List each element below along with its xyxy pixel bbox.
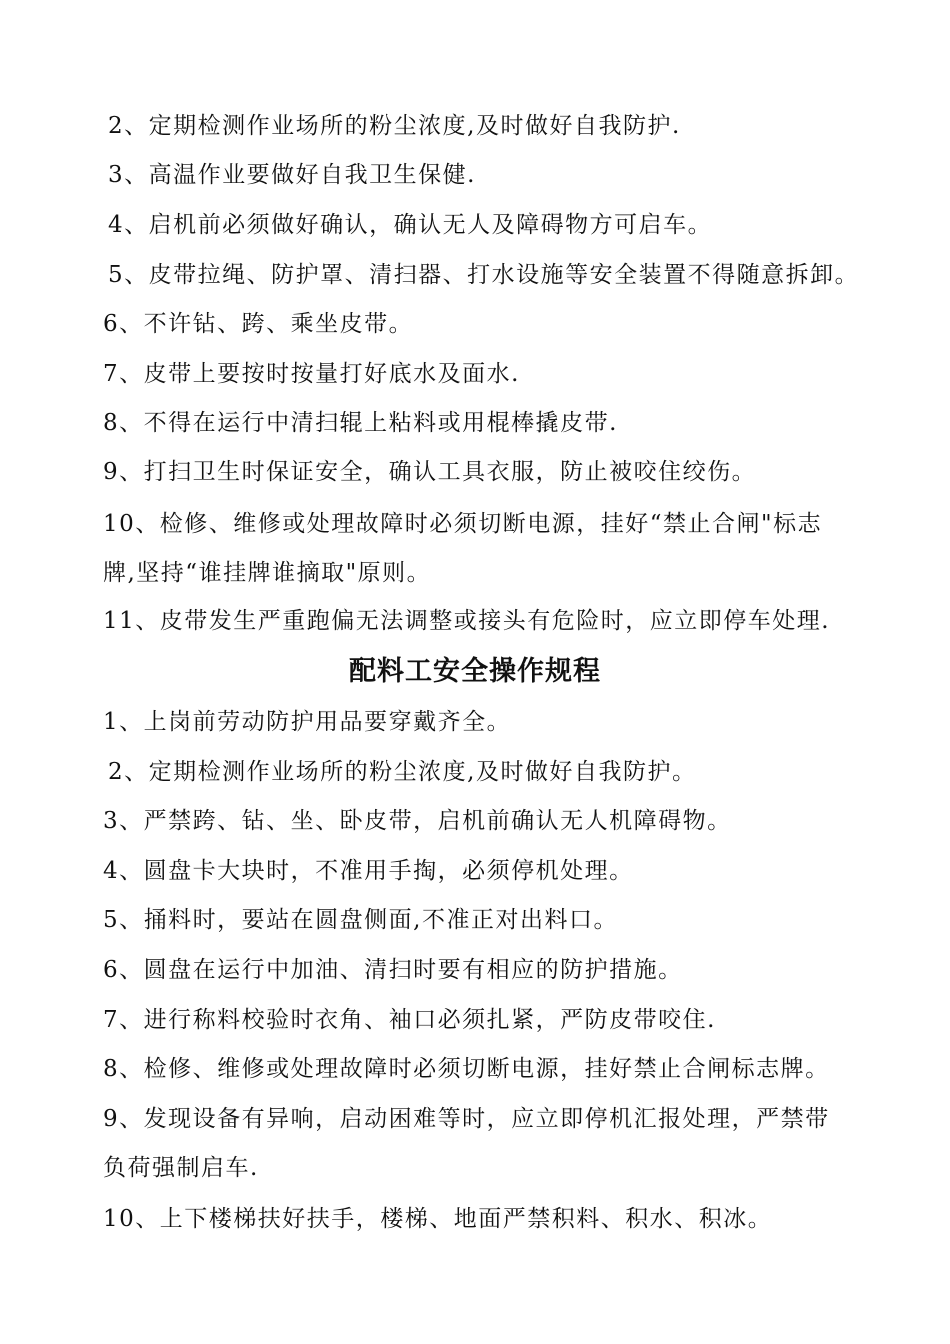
rule-item: 4、圆盘卡大块时，不准用手掏，必须停机处理。 xyxy=(103,858,634,884)
rule-item: 6、不许钻、跨、乘坐皮带。 xyxy=(103,311,414,337)
rule-item: 9、发现设备有异响，启动困难等时，应立即停机汇报处理，严禁带 xyxy=(103,1106,830,1132)
rule-item: 11、皮带发生严重跑偏无法调整或接头有危险时，应立即停车处理. xyxy=(103,608,831,634)
rule-item: 7、进行称料校验时衣角、袖口必须扎紧，严防皮带咬住. xyxy=(103,1007,716,1033)
rule-item: 3、严禁跨、钻、坐、卧皮带，启机前确认无人机障碍物。 xyxy=(103,808,732,834)
rule-item: 9、打扫卫生时保证安全，确认工具衣服，防止被咬住绞伤。 xyxy=(103,459,757,485)
section-title: 配料工安全操作规程 xyxy=(349,656,601,687)
rule-item: 6、圆盘在运行中加油、清扫时要有相应的防护措施。 xyxy=(103,957,683,983)
rule-item: 4、启机前必须做好确认，确认无人及障碍物方可启车。 xyxy=(108,212,713,238)
rule-item: 10、检修、维修或处理故障时必须切断电源，挂好“禁止合闸"标志 xyxy=(103,511,823,537)
rule-item-continuation: 牌,坚持“谁挂牌谁摘取"原则。 xyxy=(103,560,432,586)
rule-item: 8、不得在运行中清扫辊上粘料或用棍棒撬皮带. xyxy=(103,410,618,436)
rule-item: 3、高温作业要做好自我卫生保健. xyxy=(108,162,476,188)
rule-item: 1、上岗前劳动防护用品要穿戴齐全。 xyxy=(103,709,512,735)
rule-item: 5、皮带拉绳、防护罩、清扫器、打水设施等安全装置不得随意拆卸。 xyxy=(108,262,860,288)
rule-item: 7、皮带上要按时按量打好底水及面水. xyxy=(103,361,520,387)
rule-item: 5、捅料时，要站在圆盘侧面,不准正对出料口。 xyxy=(103,907,618,933)
rule-item-continuation: 负荷强制启车. xyxy=(103,1155,259,1181)
rule-item: 10、上下楼梯扶好扶手，楼梯、地面严禁积料、积水、积冰。 xyxy=(103,1206,773,1232)
rule-item: 2、定期检测作业场所的粉尘浓度,及时做好自我防护。 xyxy=(108,759,697,785)
rule-item: 2、定期检测作业场所的粉尘浓度,及时做好自我防护. xyxy=(108,113,681,139)
rule-item: 8、检修、维修或处理故障时必须切断电源，挂好禁止合闸标志牌。 xyxy=(103,1056,830,1082)
